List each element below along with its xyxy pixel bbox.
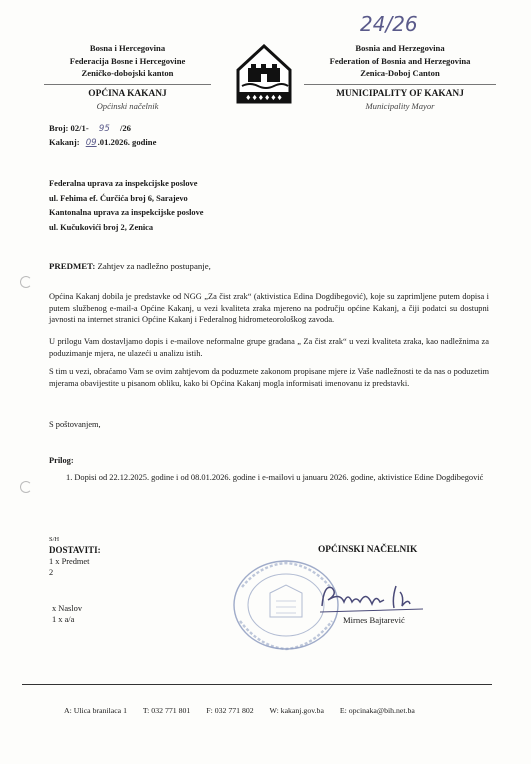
deliver-label: DOSTAVITI: bbox=[49, 545, 101, 555]
subject-line bbox=[49, 261, 211, 271]
deliver-line: 2 bbox=[49, 568, 54, 577]
reference-date: Kakanj: 09.01.2026. godine bbox=[49, 137, 157, 148]
punch-hole-mark bbox=[20, 276, 32, 288]
subject-label: PREDMET: bbox=[49, 261, 96, 271]
footer-web: W: kakanj.gov.ba bbox=[269, 706, 324, 715]
footer-email: E: opcinaka@bih.net.ba bbox=[339, 706, 415, 715]
footer-contact-line bbox=[64, 706, 415, 715]
archive-line: x Naslov bbox=[52, 604, 83, 613]
recipient-line: ul. Fehima ef. Ćurčića broj 6, Sarajevo bbox=[49, 193, 188, 203]
footer-phone: T: 032 771 801 bbox=[142, 706, 191, 715]
footer-address: A: Ulica branilaca 1 bbox=[64, 706, 127, 715]
closing-salutation: S poštovanjem, bbox=[49, 420, 101, 429]
deliver-line: 1 x Predmet bbox=[49, 557, 90, 566]
right-header-country: Bosnia and Herzegovina bbox=[355, 43, 445, 53]
svg-text:♦♦♦♦♦♦: ♦♦♦♦♦♦ bbox=[245, 94, 283, 102]
right-header-role: Municipality Mayor bbox=[365, 101, 435, 111]
recipient-line: Kantonalna uprava za inspekcijske poslove bbox=[49, 208, 204, 217]
left-header-canton: Zeničko-dobojski kanton bbox=[81, 68, 174, 78]
delivery-block bbox=[49, 534, 101, 578]
right-header bbox=[300, 42, 500, 113]
attachment-label: Prilog: bbox=[49, 456, 74, 465]
right-header-canton: Zenica-Doboj Canton bbox=[360, 68, 440, 78]
left-header-federation: Federacija Bosne i Hercegovine bbox=[69, 55, 186, 66]
left-header-country: Bosna i Hercegovina bbox=[89, 43, 166, 53]
left-header-office: OPĆINA KAKANJ bbox=[88, 88, 167, 99]
archive-line: 1 x a/a bbox=[52, 615, 75, 624]
left-header-role: Općinski načelnik bbox=[96, 101, 159, 111]
footer-divider bbox=[22, 684, 492, 685]
punch-hole-mark bbox=[20, 481, 32, 493]
subject-text: Zahtjev za nadležno postupanje, bbox=[97, 261, 211, 271]
body-paragraph-3: S tim u vezi, obraćamo Vam se ovim zahtjevom da poduzmete zakonom propisane mjere iz Vaše nadležnosti te da nas o poduzetim mjerama obavijestite u pisanom obliku, kako bi Općina Kakanj mogla informisati imenovanu iz predstavki. bbox=[49, 367, 489, 388]
handwritten-signature-icon bbox=[318, 578, 428, 618]
body-paragraph-1: Općina Kakanj dobila je predstavke od NGG „Za čist zrak“ (aktivistica Edina Dogdibegović), koje su zaprimljene putem dopisa i putem službenog e-mail-a Općine Kakanj, u vezi kvaliteta zraka mjereno na području općine Kakanj, a čiji podatci su dostupni javnosti na internet stranici Općine Kakanj i Federalnog hidrometeorološkog zavoda. bbox=[49, 292, 489, 325]
reference-block bbox=[49, 122, 156, 150]
footer-fax: F: 032 771 802 bbox=[206, 706, 254, 715]
municipality-coat-of-arms-icon bbox=[234, 44, 294, 106]
right-header-federation: Federation of Bosnia and Herzegovina bbox=[329, 55, 471, 66]
mayor-name: Mirnes Bajtarević bbox=[343, 615, 405, 625]
body-paragraph-2: U prilogu Vam dostavljamo dopis i e-mailove neformalne grupe građana „ Za čist zrak“ u vezi kvaliteta zraka, kao nadležnima za poduzimanje mjera, ne ulazeći u analizu istih. bbox=[49, 337, 489, 358]
mayor-title: OPĆINSKI NAČELNIK bbox=[318, 545, 418, 555]
left-header bbox=[40, 42, 215, 113]
handwritten-registry-number: 24/26 bbox=[360, 12, 418, 36]
sh-initials: S/H bbox=[49, 536, 60, 543]
recipient-block bbox=[49, 177, 204, 235]
recipient-line: ul. Kučukovići broj 2, Zenica bbox=[49, 222, 154, 232]
archive-block bbox=[52, 603, 82, 625]
right-header-office: MUNICIPALITY OF KAKANJ bbox=[336, 88, 464, 99]
recipient-line: Federalna uprava za inspekcijske poslove bbox=[49, 179, 198, 188]
reference-number: Broj: 02/1- 95 /26 bbox=[49, 123, 131, 134]
attachment-item: 1. Dopisi od 22.12.2025. godine i od 08.01.2026. godine i e-mailovi u januaru 2026. godine, aktivistice Edine Dogdibegović bbox=[66, 473, 484, 482]
